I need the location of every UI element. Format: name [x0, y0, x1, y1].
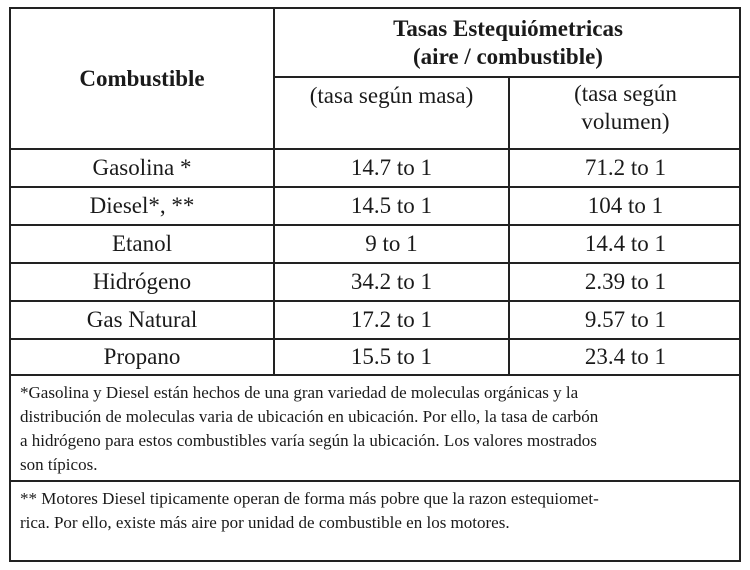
footnote-gasoline-diesel [20, 381, 732, 477]
footnote-line: son típicos. [20, 455, 98, 474]
mass-subheader-text: (tasa según masa) [309, 82, 474, 108]
mass-ratio-cell: 15.5 to 1 [350, 344, 433, 369]
volume-ratio-cell: 2.39 to 1 [584, 269, 667, 294]
fuel-column-header [11, 9, 273, 148]
group-header-line2: (aire / combustible) [413, 43, 603, 69]
volume-ratio-cell: 14.4 to 1 [584, 231, 667, 256]
stoichiometric-group-header [275, 9, 741, 76]
volume-subheader-line1: (tasa según [574, 81, 677, 106]
volume-ratio-cell: 9.57 to 1 [584, 307, 667, 332]
footnote-line: ** Motores Diesel tipicamente operan de forma más pobre que la razon estequiomet- [20, 489, 599, 508]
rule-between-notes [9, 480, 741, 482]
mass-ratio-cell: 17.2 to 1 [350, 307, 433, 332]
fuel-cell: Diesel*, ** [89, 193, 195, 218]
fuel-cell: Gas Natural [86, 307, 198, 332]
footnote-line: *Gasolina y Diesel están hechos de una gran variedad de moleculas orgánicas y la [20, 383, 579, 402]
mass-ratio-cell: 34.2 to 1 [350, 269, 433, 294]
footnote-line: a hidrógeno para estos combustibles varía según la ubicación. Los valores mostrados [20, 431, 597, 450]
footnote-line: rica. Por ello, existe más aire por unidad de combustible en los motores. [20, 513, 510, 532]
volume-subheader [510, 80, 741, 148]
volume-ratio-cell: 104 to 1 [587, 193, 664, 218]
fuel-cell: Hidrógeno [92, 269, 192, 294]
mass-ratio-cell: 14.7 to 1 [350, 155, 433, 180]
mass-ratio-cell: 9 to 1 [365, 231, 418, 256]
footnote-line: distribución de moleculas varia de ubicación en ubicación. Por ello, la tasa de carbón [20, 407, 599, 426]
fuel-cell: Propano [103, 344, 181, 369]
fuel-cell: Etanol [111, 231, 173, 256]
fuel-column-header-text: Combustible [79, 65, 205, 91]
fuel-cell: Gasolina * [92, 155, 192, 180]
volume-subheader-line2: volumen) [581, 109, 670, 134]
volume-ratio-cell: 71.2 to 1 [584, 155, 667, 180]
footnote-diesel-engines [20, 487, 732, 535]
volume-ratio-cell: 23.4 to 1 [584, 344, 667, 369]
rule-above-notes [9, 374, 741, 376]
mass-subheader [275, 78, 508, 113]
group-header-line1: Tasas Estequiómetricas [393, 15, 623, 41]
mass-ratio-cell: 14.5 to 1 [350, 193, 433, 218]
